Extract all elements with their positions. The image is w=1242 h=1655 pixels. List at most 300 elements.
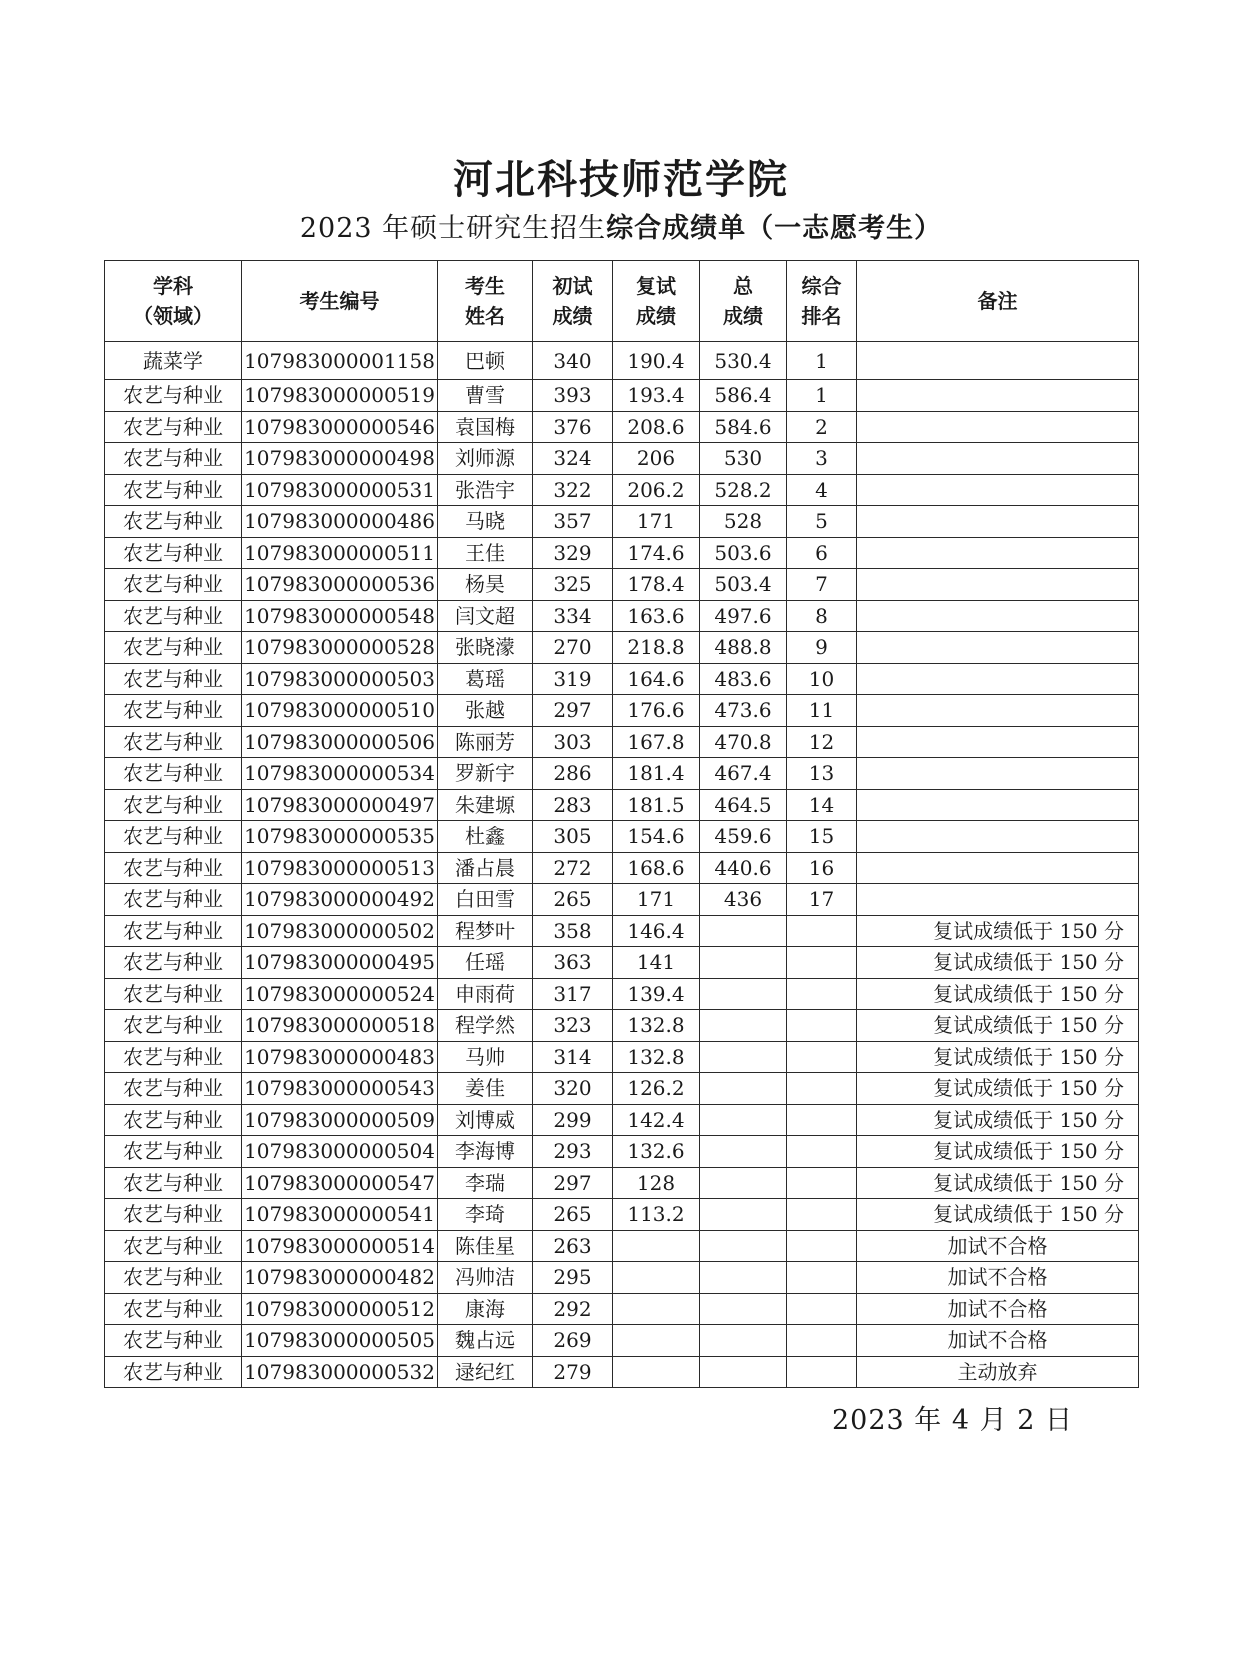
cell-subject: 农艺与种业 — [105, 758, 242, 790]
cell-note — [857, 789, 1139, 821]
cell-exam-id: 107983000000513 — [242, 852, 438, 884]
cell-subject: 农艺与种业 — [105, 821, 242, 853]
cell-subject: 农艺与种业 — [105, 1199, 242, 1231]
cell-name: 潘占晨 — [438, 852, 533, 884]
cell-name: 魏占远 — [438, 1325, 533, 1357]
table-header-row — [105, 261, 1139, 342]
cell-retest-score — [613, 1293, 700, 1325]
cell-initial-score: 283 — [533, 789, 613, 821]
cell-name: 刘博威 — [438, 1104, 533, 1136]
cell-name: 康海 — [438, 1293, 533, 1325]
cell-rank — [787, 947, 857, 979]
cell-subject: 农艺与种业 — [105, 1010, 242, 1042]
cell-initial-score: 325 — [533, 569, 613, 601]
cell-rank — [787, 1167, 857, 1199]
cell-retest-score: 141 — [613, 947, 700, 979]
table-row — [105, 474, 1139, 506]
cell-subject: 农艺与种业 — [105, 632, 242, 664]
cell-total-score: 586.4 — [700, 380, 787, 412]
cell-total-score — [700, 947, 787, 979]
cell-retest-score — [613, 1262, 700, 1294]
cell-initial-score: 265 — [533, 884, 613, 916]
table-row — [105, 1230, 1139, 1262]
cell-note — [857, 695, 1139, 727]
cell-initial-score: 305 — [533, 821, 613, 853]
cell-name: 李瑞 — [438, 1167, 533, 1199]
cell-rank: 4 — [787, 474, 857, 506]
cell-rank: 14 — [787, 789, 857, 821]
cell-retest-score: 171 — [613, 506, 700, 538]
cell-name: 张浩宇 — [438, 474, 533, 506]
cell-rank — [787, 1104, 857, 1136]
cell-initial-score: 297 — [533, 1167, 613, 1199]
cell-note — [857, 600, 1139, 632]
cell-initial-score: 358 — [533, 915, 613, 947]
cell-rank — [787, 1230, 857, 1262]
cell-total-score: 459.6 — [700, 821, 787, 853]
cell-rank — [787, 1041, 857, 1073]
cell-initial-score: 376 — [533, 411, 613, 443]
cell-note — [857, 411, 1139, 443]
cell-note: 主动放弃 — [857, 1356, 1139, 1388]
cell-initial-score: 329 — [533, 537, 613, 569]
cell-name: 张晓濛 — [438, 632, 533, 664]
cell-total-score: 503.6 — [700, 537, 787, 569]
table-row — [105, 663, 1139, 695]
cell-exam-id: 107983000000510 — [242, 695, 438, 727]
cell-rank — [787, 1073, 857, 1105]
cell-initial-score: 319 — [533, 663, 613, 695]
cell-name: 杨昊 — [438, 569, 533, 601]
cell-retest-score: 193.4 — [613, 380, 700, 412]
cell-subject: 农艺与种业 — [105, 569, 242, 601]
cell-subject: 农艺与种业 — [105, 1041, 242, 1073]
cell-initial-score: 263 — [533, 1230, 613, 1262]
cell-initial-score: 322 — [533, 474, 613, 506]
cell-name: 程梦叶 — [438, 915, 533, 947]
table-row — [105, 342, 1139, 380]
table-row — [105, 1199, 1139, 1231]
cell-name: 张越 — [438, 695, 533, 727]
cell-note — [857, 342, 1139, 380]
cell-initial-score: 279 — [533, 1356, 613, 1388]
cell-rank — [787, 1010, 857, 1042]
cell-rank — [787, 1293, 857, 1325]
cell-initial-score: 295 — [533, 1262, 613, 1294]
cell-name: 姜佳 — [438, 1073, 533, 1105]
cell-total-score — [700, 1104, 787, 1136]
cell-initial-score: 317 — [533, 978, 613, 1010]
cell-name: 朱建塬 — [438, 789, 533, 821]
table-row — [105, 1356, 1139, 1388]
cell-initial-score: 292 — [533, 1293, 613, 1325]
cell-total-score: 584.6 — [700, 411, 787, 443]
table-row — [105, 1104, 1139, 1136]
table-row — [105, 569, 1139, 601]
cell-rank: 11 — [787, 695, 857, 727]
cell-exam-id: 107983000000528 — [242, 632, 438, 664]
cell-total-score — [700, 915, 787, 947]
cell-exam-id: 107983000001158 — [242, 342, 438, 380]
table-row — [105, 537, 1139, 569]
cell-exam-id: 107983000000498 — [242, 443, 438, 475]
cell-rank: 3 — [787, 443, 857, 475]
header-note: 备注 — [857, 261, 1139, 342]
cell-total-score: 440.6 — [700, 852, 787, 884]
cell-name: 陈丽芳 — [438, 726, 533, 758]
cell-retest-score: 132.6 — [613, 1136, 700, 1168]
cell-total-score: 473.6 — [700, 695, 787, 727]
cell-initial-score: 272 — [533, 852, 613, 884]
cell-note: 复试成绩低于 150 分 — [857, 1136, 1139, 1168]
cell-subject: 农艺与种业 — [105, 1104, 242, 1136]
cell-rank — [787, 1199, 857, 1231]
cell-exam-id: 107983000000531 — [242, 474, 438, 506]
cell-subject: 农艺与种业 — [105, 1356, 242, 1388]
cell-retest-score: 126.2 — [613, 1073, 700, 1105]
cell-total-score: 464.5 — [700, 789, 787, 821]
cell-rank: 2 — [787, 411, 857, 443]
cell-name: 曹雪 — [438, 380, 533, 412]
cell-note — [857, 884, 1139, 916]
cell-subject: 农艺与种业 — [105, 1136, 242, 1168]
cell-exam-id: 107983000000536 — [242, 569, 438, 601]
cell-initial-score: 297 — [533, 695, 613, 727]
table-row — [105, 915, 1139, 947]
table-row — [105, 443, 1139, 475]
issue-date: 2023 年 4 月 2 日 — [832, 1405, 1073, 1436]
cell-subject: 农艺与种业 — [105, 978, 242, 1010]
table-row — [105, 1325, 1139, 1357]
cell-exam-id: 107983000000534 — [242, 758, 438, 790]
cell-name: 袁国梅 — [438, 411, 533, 443]
cell-subject: 农艺与种业 — [105, 1073, 242, 1105]
cell-note — [857, 821, 1139, 853]
cell-note: 复试成绩低于 150 分 — [857, 1104, 1139, 1136]
cell-note — [857, 632, 1139, 664]
cell-total-score: 528 — [700, 506, 787, 538]
table-row — [105, 1073, 1139, 1105]
cell-name: 马帅 — [438, 1041, 533, 1073]
cell-initial-score: 323 — [533, 1010, 613, 1042]
cell-retest-score: 206.2 — [613, 474, 700, 506]
table-row — [105, 978, 1139, 1010]
cell-note — [857, 569, 1139, 601]
cell-exam-id: 107983000000532 — [242, 1356, 438, 1388]
cell-note: 复试成绩低于 150 分 — [857, 1199, 1139, 1231]
cell-retest-score: 176.6 — [613, 695, 700, 727]
cell-name: 白田雪 — [438, 884, 533, 916]
cell-retest-score: 154.6 — [613, 821, 700, 853]
cell-initial-score: 270 — [533, 632, 613, 664]
cell-total-score — [700, 1293, 787, 1325]
cell-total-score — [700, 1199, 787, 1231]
cell-subject: 农艺与种业 — [105, 443, 242, 475]
cell-subject: 农艺与种业 — [105, 1230, 242, 1262]
cell-retest-score: 146.4 — [613, 915, 700, 947]
document-subtitle — [0, 206, 1242, 245]
cell-rank: 9 — [787, 632, 857, 664]
cell-subject: 农艺与种业 — [105, 506, 242, 538]
cell-exam-id: 107983000000505 — [242, 1325, 438, 1357]
cell-total-score — [700, 1167, 787, 1199]
cell-subject: 农艺与种业 — [105, 474, 242, 506]
cell-subject: 蔬菜学 — [105, 342, 242, 380]
cell-subject: 农艺与种业 — [105, 1325, 242, 1357]
cell-rank: 1 — [787, 380, 857, 412]
table-row — [105, 600, 1139, 632]
cell-name: 王佳 — [438, 537, 533, 569]
cell-note — [857, 506, 1139, 538]
cell-retest-score: 163.6 — [613, 600, 700, 632]
cell-note: 加试不合格 — [857, 1262, 1139, 1294]
cell-exam-id: 107983000000541 — [242, 1199, 438, 1231]
cell-rank: 12 — [787, 726, 857, 758]
cell-total-score — [700, 1073, 787, 1105]
cell-subject: 农艺与种业 — [105, 915, 242, 947]
cell-name: 申雨荷 — [438, 978, 533, 1010]
table-row — [105, 1293, 1139, 1325]
cell-exam-id: 107983000000518 — [242, 1010, 438, 1042]
cell-rank — [787, 915, 857, 947]
cell-initial-score: 334 — [533, 600, 613, 632]
cell-retest-score: 171 — [613, 884, 700, 916]
cell-name: 闫文超 — [438, 600, 533, 632]
table-row — [105, 821, 1139, 853]
cell-exam-id: 107983000000535 — [242, 821, 438, 853]
cell-note — [857, 852, 1139, 884]
table-row — [105, 758, 1139, 790]
cell-rank — [787, 978, 857, 1010]
cell-total-score: 528.2 — [700, 474, 787, 506]
cell-total-score: 488.8 — [700, 632, 787, 664]
cell-name: 李海博 — [438, 1136, 533, 1168]
cell-retest-score: 113.2 — [613, 1199, 700, 1231]
cell-subject: 农艺与种业 — [105, 884, 242, 916]
table-row — [105, 380, 1139, 412]
subtitle-plain: 2023 年硕士研究生招生 — [299, 213, 607, 244]
cell-initial-score: 320 — [533, 1073, 613, 1105]
table-row — [105, 1136, 1139, 1168]
header-exam-id: 考生编号 — [242, 261, 438, 342]
cell-rank: 1 — [787, 342, 857, 380]
table-row — [105, 1041, 1139, 1073]
table-row — [105, 695, 1139, 727]
cell-rank: 8 — [787, 600, 857, 632]
cell-exam-id: 107983000000497 — [242, 789, 438, 821]
cell-note: 复试成绩低于 150 分 — [857, 947, 1139, 979]
cell-name: 马晓 — [438, 506, 533, 538]
cell-initial-score: 363 — [533, 947, 613, 979]
cell-subject: 农艺与种业 — [105, 537, 242, 569]
cell-note: 复试成绩低于 150 分 — [857, 1167, 1139, 1199]
cell-name: 罗新宇 — [438, 758, 533, 790]
cell-total-score: 503.4 — [700, 569, 787, 601]
cell-total-score — [700, 1136, 787, 1168]
header-name: 考生 姓名 — [438, 261, 533, 342]
table-row — [105, 1262, 1139, 1294]
cell-note — [857, 380, 1139, 412]
cell-retest-score — [613, 1356, 700, 1388]
cell-exam-id: 107983000000483 — [242, 1041, 438, 1073]
cell-total-score: 530 — [700, 443, 787, 475]
cell-note: 加试不合格 — [857, 1293, 1139, 1325]
cell-total-score: 497.6 — [700, 600, 787, 632]
cell-note — [857, 474, 1139, 506]
cell-exam-id: 107983000000502 — [242, 915, 438, 947]
header-initial-score: 初试 成绩 — [533, 261, 613, 342]
cell-subject: 农艺与种业 — [105, 1167, 242, 1199]
cell-subject: 农艺与种业 — [105, 947, 242, 979]
cell-initial-score: 286 — [533, 758, 613, 790]
cell-note: 复试成绩低于 150 分 — [857, 1073, 1139, 1105]
cell-rank — [787, 1356, 857, 1388]
cell-retest-score: 167.8 — [613, 726, 700, 758]
cell-note: 复试成绩低于 150 分 — [857, 1010, 1139, 1042]
cell-note — [857, 663, 1139, 695]
table-row — [105, 884, 1139, 916]
cell-exam-id: 107983000000543 — [242, 1073, 438, 1105]
cell-rank — [787, 1262, 857, 1294]
cell-exam-id: 107983000000495 — [242, 947, 438, 979]
cell-subject: 农艺与种业 — [105, 411, 242, 443]
table-body — [105, 342, 1139, 1388]
cell-initial-score: 269 — [533, 1325, 613, 1357]
table-row — [105, 1167, 1139, 1199]
cell-total-score — [700, 1325, 787, 1357]
cell-retest-score: 178.4 — [613, 569, 700, 601]
cell-initial-score: 293 — [533, 1136, 613, 1168]
cell-note — [857, 443, 1139, 475]
cell-total-score: 483.6 — [700, 663, 787, 695]
table-row — [105, 947, 1139, 979]
document-title: 河北科技师范学院 — [453, 157, 789, 203]
cell-name: 逯纪红 — [438, 1356, 533, 1388]
header-retest-score: 复试 成绩 — [613, 261, 700, 342]
cell-exam-id: 107983000000514 — [242, 1230, 438, 1262]
cell-exam-id: 107983000000486 — [242, 506, 438, 538]
cell-name: 李琦 — [438, 1199, 533, 1231]
cell-note: 加试不合格 — [857, 1230, 1139, 1262]
cell-retest-score: 181.5 — [613, 789, 700, 821]
cell-retest-score: 128 — [613, 1167, 700, 1199]
cell-exam-id: 107983000000509 — [242, 1104, 438, 1136]
header-rank: 综合 排名 — [787, 261, 857, 342]
header-total-score: 总 成绩 — [700, 261, 787, 342]
cell-exam-id: 107983000000512 — [242, 1293, 438, 1325]
table-row — [105, 852, 1139, 884]
table-row — [105, 789, 1139, 821]
cell-exam-id: 107983000000511 — [242, 537, 438, 569]
cell-note: 复试成绩低于 150 分 — [857, 978, 1139, 1010]
cell-retest-score: 139.4 — [613, 978, 700, 1010]
cell-rank: 6 — [787, 537, 857, 569]
table-row — [105, 726, 1139, 758]
cell-total-score: 470.8 — [700, 726, 787, 758]
cell-retest-score: 208.6 — [613, 411, 700, 443]
cell-name: 葛瑶 — [438, 663, 533, 695]
table-row — [105, 1010, 1139, 1042]
cell-exam-id: 107983000000524 — [242, 978, 438, 1010]
cell-rank: 17 — [787, 884, 857, 916]
cell-rank — [787, 1136, 857, 1168]
cell-retest-score: 174.6 — [613, 537, 700, 569]
cell-retest-score — [613, 1325, 700, 1357]
cell-name: 刘师源 — [438, 443, 533, 475]
cell-initial-score: 340 — [533, 342, 613, 380]
table-row — [105, 411, 1139, 443]
cell-retest-score — [613, 1230, 700, 1262]
cell-retest-score: 168.6 — [613, 852, 700, 884]
cell-total-score — [700, 1041, 787, 1073]
cell-rank: 7 — [787, 569, 857, 601]
cell-initial-score: 303 — [533, 726, 613, 758]
cell-retest-score: 132.8 — [613, 1010, 700, 1042]
cell-retest-score: 132.8 — [613, 1041, 700, 1073]
header-subject: 学科 （领域） — [105, 261, 242, 342]
cell-retest-score: 218.8 — [613, 632, 700, 664]
cell-note — [857, 758, 1139, 790]
cell-exam-id: 107983000000482 — [242, 1262, 438, 1294]
cell-subject: 农艺与种业 — [105, 600, 242, 632]
cell-rank: 16 — [787, 852, 857, 884]
cell-exam-id: 107983000000492 — [242, 884, 438, 916]
cell-subject: 农艺与种业 — [105, 1293, 242, 1325]
cell-name: 冯帅洁 — [438, 1262, 533, 1294]
cell-initial-score: 314 — [533, 1041, 613, 1073]
score-table — [104, 260, 1139, 1388]
cell-initial-score: 393 — [533, 380, 613, 412]
table-row — [105, 506, 1139, 538]
cell-subject: 农艺与种业 — [105, 380, 242, 412]
cell-total-score: 436 — [700, 884, 787, 916]
cell-exam-id: 107983000000547 — [242, 1167, 438, 1199]
cell-rank: 10 — [787, 663, 857, 695]
cell-subject: 农艺与种业 — [105, 789, 242, 821]
cell-total-score — [700, 1356, 787, 1388]
cell-retest-score: 181.4 — [613, 758, 700, 790]
cell-rank — [787, 1325, 857, 1357]
cell-name: 陈佳星 — [438, 1230, 533, 1262]
cell-retest-score: 142.4 — [613, 1104, 700, 1136]
cell-initial-score: 357 — [533, 506, 613, 538]
cell-total-score: 530.4 — [700, 342, 787, 380]
cell-initial-score: 265 — [533, 1199, 613, 1231]
cell-note: 加试不合格 — [857, 1325, 1139, 1357]
cell-exam-id: 107983000000548 — [242, 600, 438, 632]
cell-exam-id: 107983000000519 — [242, 380, 438, 412]
cell-total-score — [700, 1230, 787, 1262]
table-row — [105, 632, 1139, 664]
cell-exam-id: 107983000000503 — [242, 663, 438, 695]
cell-retest-score: 206 — [613, 443, 700, 475]
cell-total-score — [700, 978, 787, 1010]
cell-retest-score: 164.6 — [613, 663, 700, 695]
cell-exam-id: 107983000000504 — [242, 1136, 438, 1168]
cell-name: 杜鑫 — [438, 821, 533, 853]
cell-subject: 农艺与种业 — [105, 852, 242, 884]
cell-name: 任瑶 — [438, 947, 533, 979]
cell-total-score — [700, 1010, 787, 1042]
cell-subject: 农艺与种业 — [105, 726, 242, 758]
cell-note: 复试成绩低于 150 分 — [857, 915, 1139, 947]
cell-exam-id: 107983000000506 — [242, 726, 438, 758]
cell-total-score: 467.4 — [700, 758, 787, 790]
cell-initial-score: 324 — [533, 443, 613, 475]
cell-exam-id: 107983000000546 — [242, 411, 438, 443]
cell-note — [857, 537, 1139, 569]
subtitle-bold: 综合成绩单（一志愿考生） — [606, 213, 943, 244]
